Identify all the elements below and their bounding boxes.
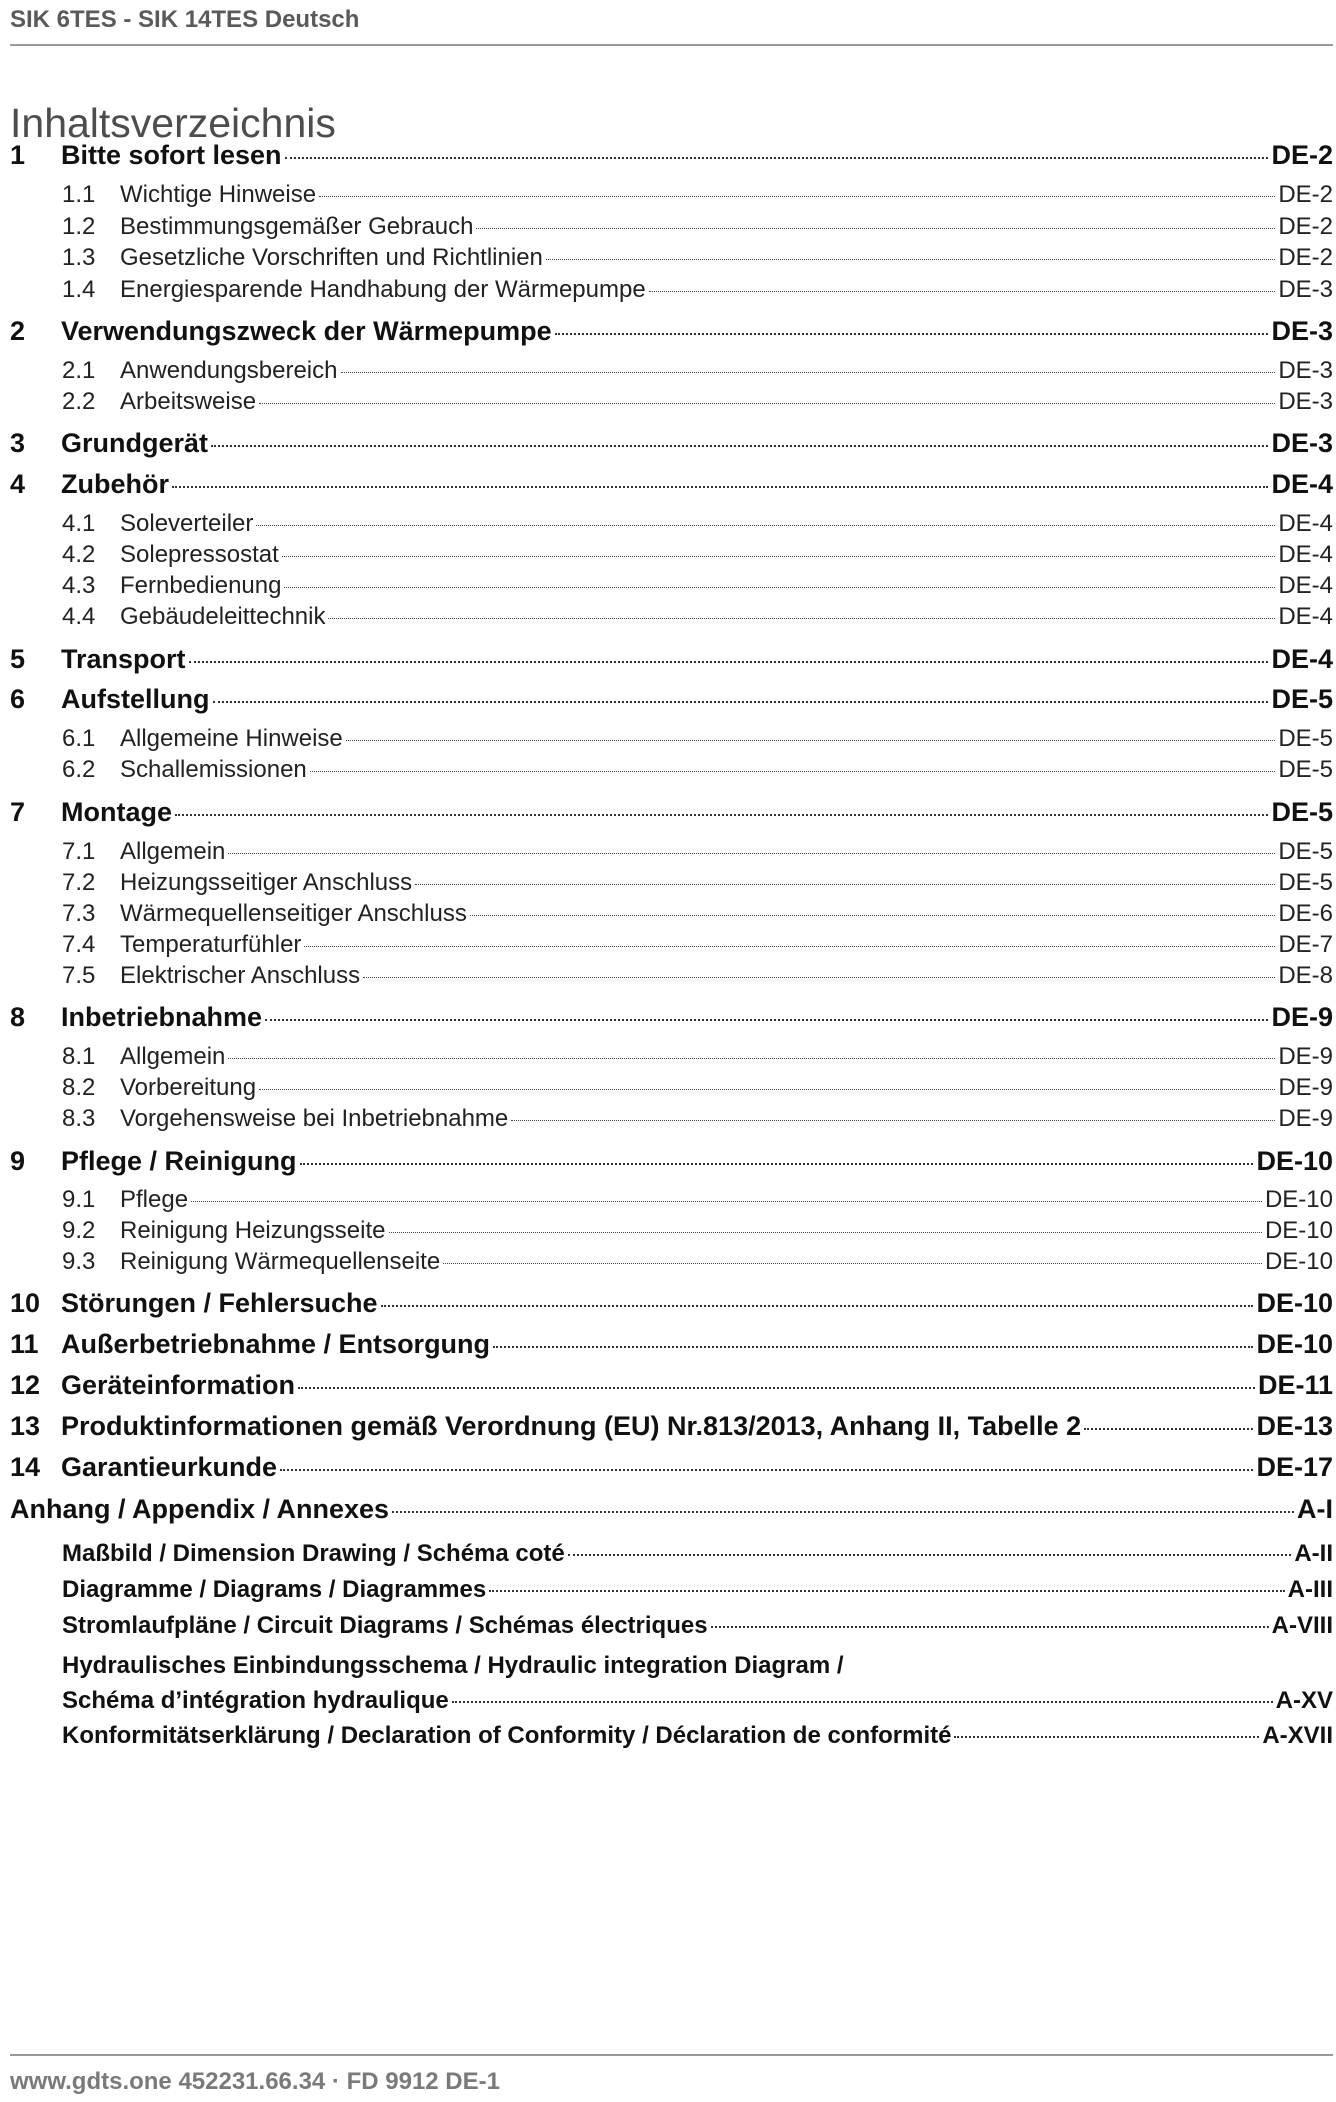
toc-number: 4.1 (62, 510, 96, 537)
toc-number: 7.2 (62, 869, 96, 896)
toc-chapter-entry[interactable] (10, 1002, 1333, 1033)
toc-page-ref: DE-7 (1278, 931, 1333, 958)
toc-page-ref: DE-5 (1278, 756, 1333, 783)
toc-number: 5 (10, 644, 26, 674)
toc-label: Montage (61, 797, 172, 827)
toc-number: 4.4 (62, 603, 96, 630)
annex-entry[interactable] (62, 1687, 1333, 1715)
annex-entry-line1: Hydraulisches Einbindungsschema / Hydraulic integration Diagram / (62, 1652, 844, 1679)
toc-label: Wärmequellenseitiger Anschluss (120, 900, 467, 927)
dot-leader (189, 661, 1269, 663)
dot-leader (392, 1511, 1294, 1513)
toc-page-ref: DE-10 (1256, 1329, 1333, 1359)
dot-leader (346, 740, 1276, 741)
toc-number: 7.5 (62, 962, 96, 989)
toc-number: 1.3 (62, 244, 96, 271)
toc-section-entry[interactable] (62, 900, 1333, 928)
toc-page-ref: DE-3 (1278, 276, 1333, 303)
dot-leader (649, 291, 1276, 292)
dot-leader (328, 618, 1275, 619)
toc-label: Pflege / Reinigung (61, 1146, 297, 1176)
dot-leader (213, 701, 1269, 703)
toc-section-entry[interactable] (62, 838, 1333, 866)
toc-chapter-entry[interactable] (10, 1146, 1333, 1177)
toc-label: Produktinformationen gemäß Verordnung (EU) Nr.813/2013, Anhang II, Tabelle 2 (61, 1411, 1082, 1441)
toc-section-entry[interactable] (62, 1105, 1333, 1133)
toc-label: Maßbild / Dimension Drawing / Schéma coté (62, 1540, 565, 1567)
dot-leader (954, 1736, 1259, 1738)
dot-leader (341, 372, 1276, 373)
toc-number: 1.1 (62, 181, 96, 208)
dot-leader (211, 445, 1268, 447)
toc-page-ref: DE-9 (1278, 1043, 1333, 1070)
toc-label: Aufstellung (61, 684, 210, 714)
toc-page-ref: DE-2 (1271, 140, 1333, 170)
footer-text: www.gdts.one 452231.66.34 · FD 9912 DE-1 (10, 2068, 500, 2095)
toc-section-entry[interactable] (62, 1248, 1333, 1276)
dot-leader (300, 1163, 1254, 1165)
toc-label: Verwendungszweck der Wärmepumpe (61, 316, 552, 346)
toc-number: 1 (10, 140, 26, 170)
toc-section-entry[interactable] (62, 1043, 1333, 1071)
toc-number: 2.2 (62, 388, 96, 415)
dot-leader (175, 814, 1268, 816)
toc-number: 8.2 (62, 1074, 96, 1101)
dot-leader (476, 228, 1275, 229)
toc-page-ref: A-VIII (1271, 1612, 1333, 1639)
toc-label: Elektrischer Anschluss (120, 962, 361, 989)
toc-page-ref: DE-2 (1278, 181, 1333, 208)
dot-leader (546, 259, 1275, 260)
toc-label: Pflege (120, 1186, 189, 1213)
toc-page-ref: A-III (1287, 1576, 1333, 1603)
toc-label: Temperaturfühler (120, 931, 302, 958)
toc-page-ref: DE-5 (1278, 838, 1333, 865)
toc-section-entry[interactable] (62, 541, 1333, 569)
toc-label: Transport (61, 644, 186, 674)
toc-label: Fernbedienung (120, 572, 282, 599)
dot-leader (711, 1626, 1269, 1628)
toc-page-ref: DE-10 (1264, 1217, 1333, 1244)
toc-chapter-entry[interactable] (10, 644, 1333, 675)
dot-leader (555, 333, 1269, 335)
toc-label: Heizungsseitiger Anschluss (120, 869, 413, 896)
toc-page-ref: DE-5 (1271, 684, 1333, 714)
dot-leader (285, 157, 1269, 159)
dot-leader (568, 1554, 1292, 1556)
toc-section-entry[interactable] (62, 1074, 1333, 1102)
toc-label: Vorbereitung (120, 1074, 257, 1101)
dot-leader (304, 946, 1275, 947)
toc-label: Außerbetriebnahme / Entsorgung (61, 1329, 491, 1359)
toc-section-entry[interactable] (62, 357, 1333, 385)
toc-number: 12 (10, 1370, 41, 1400)
toc-section-entry[interactable] (62, 1186, 1333, 1214)
toc-page-ref: DE-5 (1278, 725, 1333, 752)
toc-label: Soleverteiler (120, 510, 254, 537)
toc-number: 14 (10, 1452, 41, 1482)
toc-number: 2.1 (62, 357, 96, 384)
toc-number: 3 (10, 428, 26, 458)
dot-leader (191, 1201, 1262, 1202)
toc-chapter-entry[interactable] (10, 797, 1333, 828)
toc-label: Bitte sofort lesen (61, 140, 282, 170)
dot-leader (228, 1058, 1275, 1059)
dot-leader (282, 556, 1276, 557)
toc-page-ref: DE-10 (1264, 1248, 1333, 1275)
toc-number: 10 (10, 1288, 41, 1318)
toc-section-entry[interactable] (62, 603, 1333, 631)
toc-section-entry[interactable] (62, 1217, 1333, 1245)
toc-section-entry[interactable] (62, 572, 1333, 600)
annex-entry[interactable] (62, 1576, 1333, 1604)
toc-number: 1.4 (62, 276, 96, 303)
annex-entry[interactable] (62, 1540, 1333, 1568)
toc-section-entry[interactable] (62, 869, 1333, 897)
toc-page-ref: DE-4 (1278, 510, 1333, 537)
toc-page-ref: DE-8 (1278, 962, 1333, 989)
toc-label: Schéma d’intégration hydraulique (62, 1687, 449, 1714)
toc-section-entry[interactable] (62, 276, 1333, 304)
toc-number: 6.2 (62, 756, 96, 783)
toc-number: 9 (10, 1146, 26, 1176)
toc-chapter-entry[interactable] (10, 1329, 1333, 1360)
annex-entry[interactable] (62, 1612, 1333, 1640)
toc-number: 4 (10, 469, 26, 499)
toc-label: Geräteinformation (61, 1370, 296, 1400)
toc-number: 9.3 (62, 1248, 96, 1275)
toc-label: Allgemeine Hinweise (120, 725, 343, 752)
toc-label: Arbeitsweise (120, 388, 257, 415)
dot-leader (389, 1232, 1262, 1233)
toc-number: 4.2 (62, 541, 96, 568)
header-title: SIK 6TES - SIK 14TES Deutsch (10, 6, 360, 33)
dot-leader (493, 1346, 1253, 1348)
toc-chapter-entry[interactable] (10, 1452, 1333, 1483)
toc-page-ref: DE-9 (1271, 1002, 1333, 1032)
dot-leader (284, 587, 1275, 588)
toc-label: Solepressostat (120, 541, 279, 568)
dot-leader (172, 486, 1268, 488)
toc-section-entry[interactable] (62, 962, 1333, 990)
dot-leader (1084, 1428, 1253, 1430)
toc-section-entry[interactable] (62, 244, 1333, 272)
toc-label: Gesetzliche Vorschriften und Richtlinien (120, 244, 543, 271)
toc-page-ref: A-II (1294, 1540, 1333, 1567)
toc-label: Konformitätserklärung / Declaration of Conformity / Déclaration de conformité (62, 1722, 952, 1749)
dot-leader (265, 1019, 1268, 1021)
toc-page-ref: A-XVII (1262, 1722, 1333, 1749)
toc-section-entry[interactable] (62, 213, 1333, 241)
toc-label: Energiesparende Handhabung der Wärmepumpe (120, 276, 646, 303)
toc-page-ref: DE-2 (1278, 244, 1333, 271)
toc-label: Reinigung Wärmequellenseite (120, 1248, 441, 1275)
toc-chapter-entry[interactable] (10, 1411, 1333, 1442)
toc-label: Inbetriebnahme (61, 1002, 263, 1032)
dot-leader (511, 1120, 1275, 1121)
toc-number: 6 (10, 684, 26, 714)
toc-page-ref: DE-10 (1256, 1146, 1333, 1176)
dot-leader (363, 977, 1275, 978)
toc-page-ref: DE-11 (1257, 1370, 1333, 1400)
toc-page-ref: DE-3 (1278, 357, 1333, 384)
toc-number: 7.3 (62, 900, 96, 927)
toc-number: 1.2 (62, 213, 96, 240)
toc-page-ref: DE-4 (1278, 541, 1333, 568)
dot-leader (452, 1701, 1273, 1703)
toc-label: Allgemein (120, 838, 226, 865)
dot-leader (256, 525, 1275, 526)
toc-chapter-entry[interactable] (10, 1288, 1333, 1319)
dot-leader (470, 915, 1275, 916)
toc-page-ref: A-I (1297, 1494, 1333, 1524)
toc-section-entry[interactable] (62, 181, 1333, 209)
dot-leader (415, 884, 1275, 885)
toc-section-entry[interactable] (62, 725, 1333, 753)
toc-number: 7.1 (62, 838, 96, 865)
toc-page-ref: DE-17 (1256, 1452, 1333, 1482)
toc-label: Garantieurkunde (61, 1452, 278, 1482)
dot-leader (381, 1305, 1254, 1307)
toc-label: Grundgerät (61, 428, 209, 458)
toc-number: 6.1 (62, 725, 96, 752)
annex-entry[interactable] (62, 1722, 1333, 1750)
dot-leader (259, 403, 1275, 404)
toc-label: Anwendungsbereich (120, 357, 338, 384)
toc-page-ref: DE-9 (1278, 1074, 1333, 1101)
dot-leader (489, 1590, 1284, 1592)
dot-leader (443, 1263, 1262, 1264)
toc-section-entry[interactable] (62, 510, 1333, 538)
toc-label: Allgemein (120, 1043, 226, 1070)
toc-number: 8.1 (62, 1043, 96, 1070)
toc-number: 2 (10, 316, 26, 346)
toc-label: Vorgehensweise bei Inbetriebnahme (120, 1105, 509, 1132)
toc-section-entry[interactable] (62, 388, 1333, 416)
toc-page-ref: DE-10 (1256, 1288, 1333, 1318)
toc-number: 7.4 (62, 931, 96, 958)
dot-leader (319, 196, 1275, 197)
toc-section-entry[interactable] (62, 756, 1333, 784)
toc-chapter-entry[interactable] (10, 428, 1333, 459)
annex-title-entry[interactable] (10, 1494, 1333, 1525)
toc-label: Stromlaufpläne / Circuit Diagrams / Schémas électriques (62, 1612, 708, 1639)
toc-chapter-entry[interactable] (10, 1370, 1333, 1401)
toc-label: Gebäudeleittechnik (120, 603, 326, 630)
dot-leader (298, 1387, 1255, 1389)
toc-label: Bestimmungsgemäßer Gebrauch (120, 213, 474, 240)
toc-page-ref: DE-13 (1256, 1411, 1333, 1441)
toc-section-entry[interactable] (62, 931, 1333, 959)
toc-page-ref: DE-9 (1278, 1105, 1333, 1132)
toc-label: Reinigung Heizungsseite (120, 1217, 386, 1244)
toc-page-ref: A-XV (1275, 1687, 1333, 1714)
toc-label: Zubehör (61, 469, 169, 499)
toc-page-ref: DE-3 (1271, 316, 1333, 346)
toc-page-ref: DE-4 (1271, 469, 1333, 499)
toc-page-ref: DE-4 (1271, 644, 1333, 674)
toc-chapter-entry[interactable] (10, 140, 1333, 171)
dot-leader (280, 1469, 1253, 1471)
toc-number: 8.3 (62, 1105, 96, 1132)
toc-page-ref: DE-4 (1278, 603, 1333, 630)
toc-number: 11 (10, 1329, 39, 1359)
toc-number: 4.3 (62, 572, 96, 599)
toc-label: Diagramme / Diagrams / Diagrammes (62, 1576, 487, 1603)
toc-label: Anhang / Appendix / Annexes (10, 1494, 390, 1524)
dot-leader (259, 1089, 1275, 1090)
dot-leader (228, 853, 1275, 854)
toc-number: 9.1 (62, 1186, 96, 1213)
dot-leader (310, 771, 1276, 772)
toc-page-ref: DE-3 (1271, 428, 1333, 458)
toc-title: Inhaltsverzeichnis (10, 100, 336, 146)
toc-page-ref: DE-5 (1278, 869, 1333, 896)
toc-page-ref: DE-2 (1278, 213, 1333, 240)
footer-divider (10, 2054, 1333, 2056)
toc-page-ref: DE-4 (1278, 572, 1333, 599)
header-divider (10, 44, 1333, 46)
toc-label: Schallemissionen (120, 756, 307, 783)
toc-label: Wichtige Hinweise (120, 181, 317, 208)
toc-number: 13 (10, 1411, 41, 1441)
toc-page-ref: DE-3 (1278, 388, 1333, 415)
toc-chapter-entry[interactable] (10, 469, 1333, 500)
toc-label: Störungen / Fehlersuche (61, 1288, 378, 1318)
toc-number: 8 (10, 1002, 26, 1032)
toc-number: 9.2 (62, 1217, 96, 1244)
toc-number: 7 (10, 797, 26, 827)
toc-page-ref: DE-10 (1264, 1186, 1333, 1213)
toc-page-ref: DE-5 (1271, 797, 1333, 827)
toc-chapter-entry[interactable] (10, 684, 1333, 715)
toc-chapter-entry[interactable] (10, 316, 1333, 347)
toc-page-ref: DE-6 (1278, 900, 1333, 927)
